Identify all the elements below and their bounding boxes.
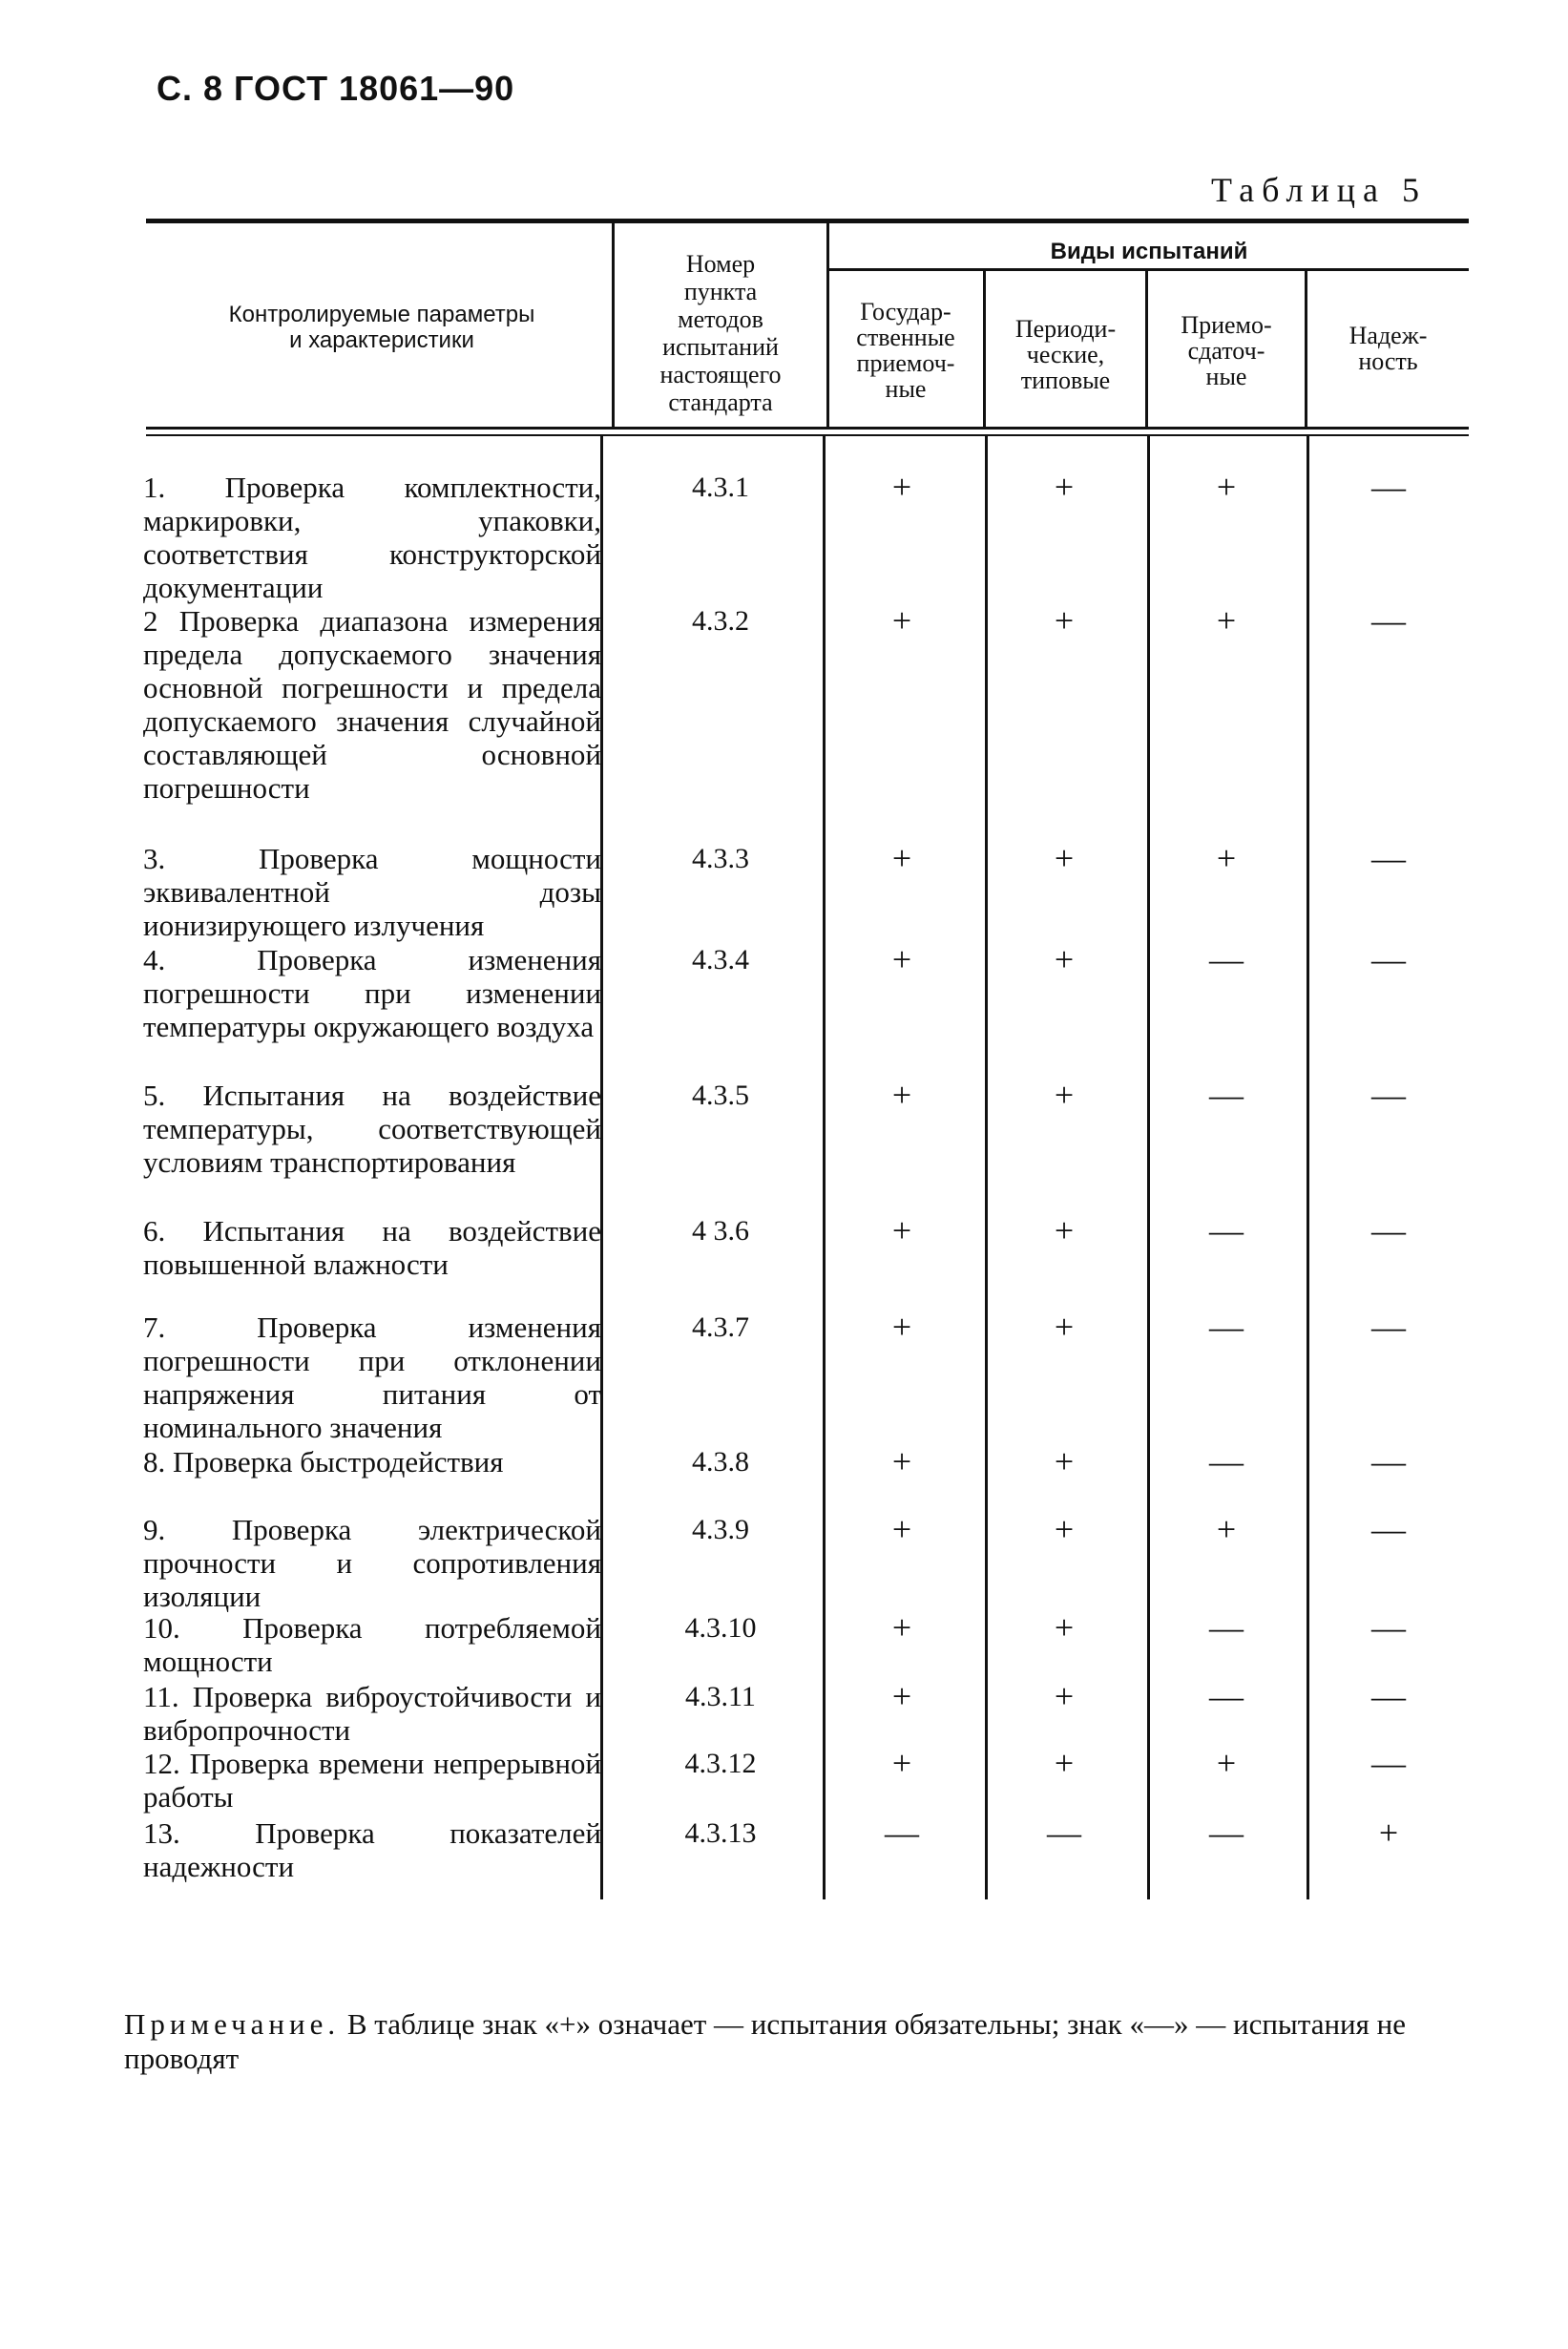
note-lead: Примечание. [124, 2007, 341, 2041]
header-bottom-rule-1 [146, 427, 1469, 430]
mark-state: + [891, 1608, 912, 1646]
column-divider [1307, 436, 1309, 1899]
header-reliability: Надеж- ность [1348, 322, 1428, 375]
mark-acceptance: + [1216, 1744, 1237, 1782]
row-parameter: 5. Испытания на воздействие температуры, соответствующей условиям транспортирования [143, 1079, 601, 1179]
mark-periodic: + [1054, 468, 1075, 506]
table-top-rule [146, 219, 1469, 223]
mark-state: + [891, 1308, 912, 1346]
row-parameter: 2 Проверка диапазона измерения предела допускаемого значения основной погрешности и предела допускаемого значения случайной составляющей основной погрешности [143, 604, 601, 805]
row-method-number: 4.3.13 [684, 1817, 757, 1849]
row-method-number: 4.3.3 [692, 843, 749, 874]
mark-periodic: + [1054, 1076, 1075, 1114]
mark-state: + [891, 1211, 912, 1249]
mark-state: + [891, 468, 912, 506]
mark-periodic: + [1054, 1744, 1075, 1782]
mark-state: + [891, 839, 912, 877]
row-method-number: 4.3.8 [692, 1446, 749, 1478]
header-acceptance: Приемо- сдаточ- ные [1181, 311, 1272, 390]
row-parameter: 3. Проверка мощности эквивалентной дозы ионизирующего излучения [143, 842, 601, 942]
mark-reliability: — [1371, 839, 1406, 877]
table-caption: Таблица 5 [1211, 171, 1427, 209]
row-parameter: 4. Проверка изменения погрешности при изменении температуры окружающего воздуха [143, 943, 601, 1043]
row-parameter: 8. Проверка быстродействия [143, 1445, 504, 1479]
mark-acceptance: + [1216, 839, 1237, 877]
mark-reliability: — [1371, 1510, 1406, 1548]
mark-periodic: + [1054, 839, 1075, 877]
mark-state: — [885, 1814, 919, 1852]
mark-reliability: — [1371, 601, 1406, 640]
row-method-number: 4.3.4 [692, 944, 749, 975]
table-note [124, 2007, 1460, 2076]
mark-acceptance: — [1209, 1814, 1244, 1852]
group-header-rule [827, 268, 1469, 271]
row-parameter: 6. Испытания на воздействие повышенной влажности [143, 1214, 601, 1281]
header-method-number: Номер пункта методов испытаний настоящего стандарта [659, 250, 782, 416]
row-method-number: 4.3.11 [685, 1681, 756, 1712]
mark-acceptance: + [1216, 601, 1237, 640]
row-method-number: 4 3.6 [692, 1215, 749, 1247]
page-header: С. 8 ГОСТ 18061—90 [157, 69, 515, 108]
mark-acceptance: — [1209, 1211, 1244, 1249]
mark-acceptance: — [1209, 1608, 1244, 1646]
header-state: Государ- ственные приемоч- ные [856, 298, 955, 403]
column-divider [1147, 436, 1150, 1899]
row-method-number: 4.3.10 [684, 1612, 757, 1644]
row-parameter: 9. Проверка электрической прочности и сопротивления изоляции [143, 1513, 601, 1613]
mark-state: + [891, 1510, 912, 1548]
mark-state: + [891, 940, 912, 978]
row-parameter: 10. Проверка потребляемой мощности [143, 1611, 601, 1678]
mark-state: + [891, 1442, 912, 1480]
header-bottom-rule-2 [146, 434, 1469, 436]
row-parameter: 1. Проверка комплектности, маркировки, упаковки, соответствия конструкторской документации [143, 471, 601, 604]
header-test-types: Виды испытаний [1050, 239, 1248, 264]
row-parameter: 12. Проверка времени непрерывной работы [143, 1747, 601, 1814]
mark-reliability: — [1371, 1076, 1406, 1114]
mark-reliability: — [1371, 1608, 1406, 1646]
header-params: Контролируемые параметры и характеристики [228, 302, 535, 353]
mark-reliability: — [1371, 468, 1406, 506]
row-method-number: 4.3.7 [692, 1311, 749, 1343]
row-parameter: 11. Проверка виброустойчивости и вибропрочности [143, 1680, 601, 1747]
mark-reliability: — [1371, 1744, 1406, 1782]
mark-reliability: — [1371, 1211, 1406, 1249]
mark-state: + [891, 601, 912, 640]
row-parameter: 7. Проверка изменения погрешности при отклонении напряжения питания от номинального значения [143, 1311, 601, 1444]
mark-state: + [891, 1744, 912, 1782]
mark-periodic: + [1054, 1677, 1075, 1715]
note-text: В таблице знак «+» означает — испытания обязательны; знак «—» — испытания не проводят [124, 2007, 1406, 2075]
mark-periodic: + [1054, 1608, 1075, 1646]
mark-acceptance: + [1216, 1510, 1237, 1548]
column-divider [823, 436, 826, 1899]
mark-periodic: + [1054, 940, 1075, 978]
mark-acceptance: + [1216, 468, 1237, 506]
mark-acceptance: — [1209, 1442, 1244, 1480]
mark-acceptance: — [1209, 940, 1244, 978]
mark-periodic: — [1047, 1814, 1081, 1852]
mark-reliability: — [1371, 1442, 1406, 1480]
row-method-number: 4.3.2 [692, 605, 749, 637]
mark-acceptance: — [1209, 1308, 1244, 1346]
column-divider [985, 436, 988, 1899]
mark-reliability: — [1371, 1677, 1406, 1715]
mark-periodic: + [1054, 1442, 1075, 1480]
mark-reliability: + [1378, 1814, 1399, 1852]
row-method-number: 4.3.9 [692, 1514, 749, 1545]
row-method-number: 4.3.1 [692, 472, 749, 503]
mark-acceptance: — [1209, 1677, 1244, 1715]
mark-periodic: + [1054, 1211, 1075, 1249]
mark-periodic: + [1054, 1308, 1075, 1346]
mark-reliability: — [1371, 940, 1406, 978]
row-method-number: 4.3.12 [684, 1748, 757, 1779]
mark-periodic: + [1054, 601, 1075, 640]
mark-reliability: — [1371, 1308, 1406, 1346]
mark-acceptance: — [1209, 1076, 1244, 1114]
mark-state: + [891, 1076, 912, 1114]
row-method-number: 4.3.5 [692, 1080, 749, 1111]
header-periodic: Периоди- ческие, типовые [1014, 315, 1117, 394]
row-parameter: 13. Проверка показателей надежности [143, 1816, 601, 1883]
mark-state: + [891, 1677, 912, 1715]
mark-periodic: + [1054, 1510, 1075, 1548]
